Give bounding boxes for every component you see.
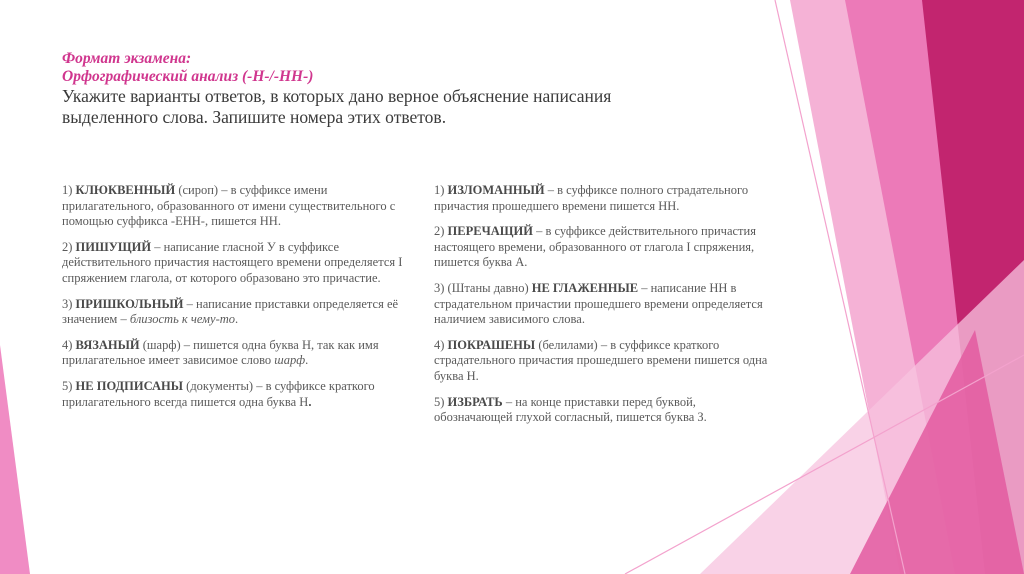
highlighted-word: ПИШУЩИЙ [75,239,152,254]
right-answer-item: 5) ИЗБРАТЬ – на конце приставки перед буквой, обозначающей глухой согласный, пишется буква З. [434,394,707,425]
left-answer-column [62,183,407,420]
task-question: Укажите варианты ответов, в которых дано верное объяснение написания выделенного слова. Запишите номера этих ответов. [62,86,612,127]
highlighted-word: ИЗБРАТЬ [447,394,503,409]
left-answer-item: 4) ВЯЗАНЫЙ (шарф) – пишется одна буква Н, так как имя прилагательное имеет зависимое слово шарф. [62,337,379,368]
right-answer-item: 3) (Штаны давно) НЕ ГЛАЖЕННЫЕ – написание НН в страдательном причастии прошедшего времени определяется наличием зависимого слова. [434,280,763,327]
exam-format-heading: Формат экзамена: [62,50,192,67]
left-answer-item: 5) НЕ ПОДПИСАНЫ (документы) – в суффиксе краткого прилагательного всегда пишется одна буква Н. [62,378,375,409]
highlighted-word: ПОКРАШЕНЫ [447,337,536,352]
analysis-type-heading: Орфографический анализ (-Н-/-НН-) [62,68,314,85]
highlighted-word: ПЕРЕЧАЩИЙ [447,224,533,239]
highlighted-word: ПРИШКОЛЬНЫЙ [75,296,184,311]
title-block [62,50,622,128]
highlighted-word: КЛЮКВЕННЫЙ [75,183,176,197]
highlighted-word: НЕ ПОДПИСАНЫ [75,378,184,393]
left-answer-item: 3) ПРИШКОЛЬНЫЙ – написание приставки определяется её значением – близость к чему-то. [62,296,399,327]
right-answer-item: 2) ПЕРЕЧАЩИЙ – в суффиксе действительного причастия настоящего времени, образованного от глагола I спряжения, пишется буква А. [434,224,756,270]
right-answer-item: 1) ИЗЛОМАННЫЙ – в суффиксе полного страдательного причастия прошедшего времени пишется НН. [434,183,749,213]
right-answer-item: 4) ПОКРАШЕНЫ (белилами) – в суффиксе краткого страдательного причастия прошедшего времени пишется одна буква Н. [434,337,768,383]
highlighted-word: НЕ ГЛАЖЕННЫЕ [531,280,639,295]
highlighted-word: ВЯЗАНЫЙ [75,337,140,352]
right-answer-column [434,183,770,436]
left-answer-item: 1) КЛЮКВЕННЫЙ (сироп) – в суффиксе имени прилагательного, образованного от имени существительного с помощью суффикса -ЕНН-, пишется НН. [62,183,396,229]
highlighted-word: ИЗЛОМАННЫЙ [447,183,545,197]
left-answer-item: 2) ПИШУЩИЙ – написание гласной У в суффиксе действительного причастия настоящего времени определяется I спряжением глагола, от которого образовано это причастие. [62,239,403,285]
